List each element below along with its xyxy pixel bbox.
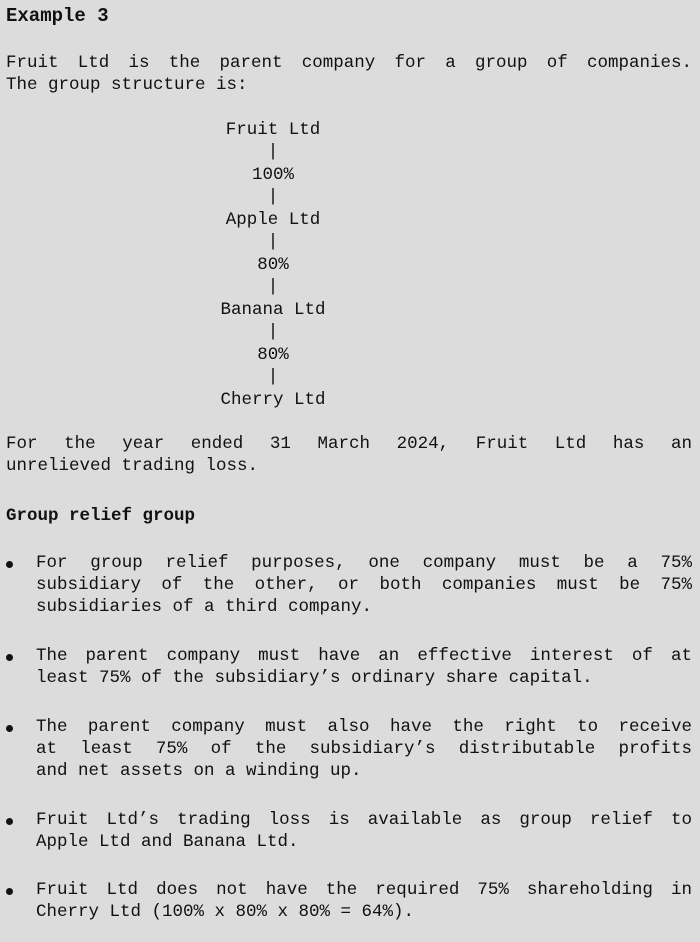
connector-line: | (267, 277, 279, 297)
intro-line: The group structure is: (6, 75, 248, 95)
ownership-percentage: 100% (251, 165, 295, 185)
company-node: Banana Ltd (220, 300, 326, 320)
connector-line: | (267, 367, 279, 387)
list-item-line: at least 75% of the subsidiary’s distributable profits (36, 739, 692, 759)
connector-line: | (267, 322, 279, 342)
list-item-line: subsidiaries of a third company. (36, 597, 373, 617)
loss-line: unrelieved trading loss. (6, 456, 259, 476)
ownership-percentage: 80% (257, 345, 289, 365)
connector-line: | (267, 142, 279, 162)
list-item-line: Fruit Ltd’s trading loss is available as group relief to (36, 810, 692, 830)
list-item-text (36, 552, 692, 618)
company-node: Apple Ltd (225, 210, 321, 230)
list-item-line: Fruit Ltd does not have the required 75% shareholding in (36, 880, 692, 900)
list-item-line: The parent company must have an effective interest of at (36, 646, 692, 666)
bullet-icon (6, 818, 13, 825)
intro-paragraph (6, 52, 692, 96)
company-node: Fruit Ltd (225, 120, 321, 140)
list-item-line: least 75% of the subsidiary’s ordinary share capital. (36, 668, 593, 688)
bullet-icon (6, 561, 13, 568)
list-item-text (36, 716, 692, 782)
bullet-icon (6, 725, 13, 732)
list-item-line: Apple Ltd and Banana Ltd. (36, 832, 299, 852)
list-item-text (36, 645, 692, 689)
intro-line: Fruit Ltd is the parent company for a group of companies. (6, 53, 692, 73)
list-item-text (36, 809, 692, 853)
list-item-line: and net assets on a winding up. (36, 761, 362, 781)
loss-line: For the year ended 31 March 2024, Fruit Ltd has an (6, 434, 692, 454)
list-item-line: Cherry Ltd (100% x 80% x 80% = 64%). (36, 902, 415, 922)
example-title: Example 3 (6, 5, 109, 27)
bullet-icon (6, 888, 13, 895)
list-item-line: The parent company must also have the right to receive (36, 717, 692, 737)
connector-line: | (267, 232, 279, 252)
bullet-icon (6, 654, 13, 661)
company-node: Cherry Ltd (220, 390, 326, 410)
connector-line: | (267, 187, 279, 207)
list-item-text (36, 879, 692, 923)
list-item-line: subsidiary of the other, or both companies must be 75% (36, 575, 692, 595)
loss-paragraph (6, 433, 692, 477)
ownership-percentage: 80% (257, 255, 289, 275)
list-item-line: For group relief purposes, one company must be a 75% (36, 553, 692, 573)
section-subheading: Group relief group (6, 506, 196, 526)
